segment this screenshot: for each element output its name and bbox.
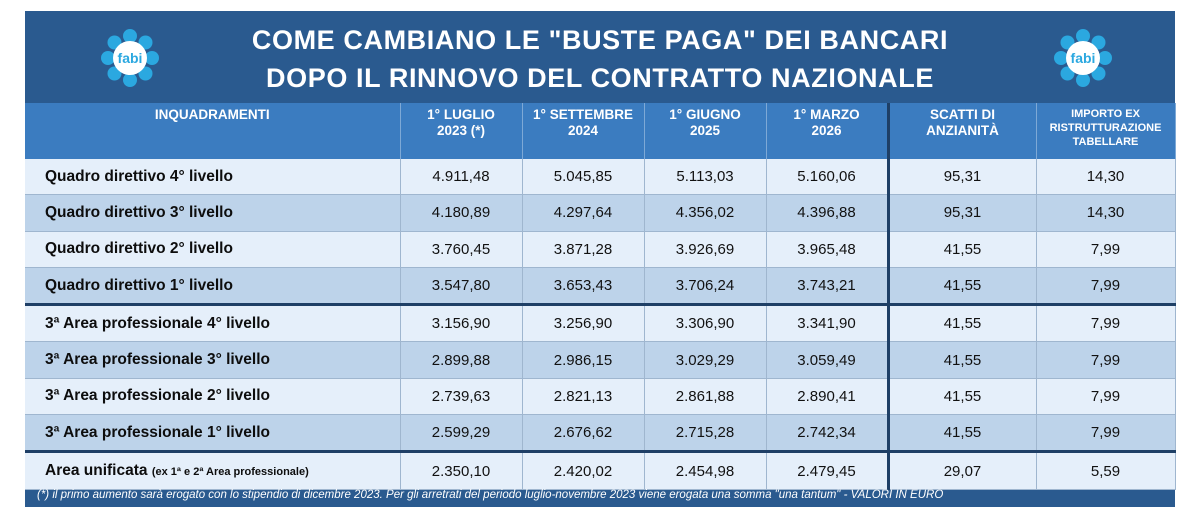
cell-importo: 7,99 <box>1036 305 1175 342</box>
cell-marzo-2026: 2.742,34 <box>766 415 888 452</box>
table-row <box>25 378 1175 414</box>
col-header-marzo-2026: 1° MARZO 2026 <box>766 103 888 159</box>
table-row <box>25 415 1175 452</box>
row-label-main: Area unificata <box>45 462 148 480</box>
cell-giugno-2025: 4.356,02 <box>644 195 766 231</box>
salary-table-wrapper <box>25 103 1175 490</box>
table-row <box>25 267 1175 304</box>
cell-giugno-2025: 2.454,98 <box>644 452 766 489</box>
fabi-logo-right <box>1053 28 1113 88</box>
title-line-1: COME CAMBIANO LE "BUSTE PAGA" DEI BANCARI <box>251 25 949 55</box>
row-label: 3ª Area professionale 2° livello <box>25 378 400 414</box>
cell-settembre-2024: 2.676,62 <box>522 415 644 452</box>
cell-importo: 7,99 <box>1036 342 1175 378</box>
cell-luglio-2023: 3.156,90 <box>400 305 522 342</box>
table-row <box>25 195 1175 231</box>
cell-giugno-2025: 3.706,24 <box>644 267 766 304</box>
cell-marzo-2026: 3.743,21 <box>766 267 888 304</box>
cell-scatti: 95,31 <box>888 159 1036 195</box>
cell-luglio-2023: 3.547,80 <box>400 267 522 304</box>
cell-marzo-2026: 4.396,88 <box>766 195 888 231</box>
cell-scatti: 41,55 <box>888 378 1036 414</box>
row-label: Quadro direttivo 2° livello <box>25 231 400 267</box>
cell-settembre-2024: 3.653,43 <box>522 267 644 304</box>
table-row <box>25 305 1175 342</box>
cell-scatti: 41,55 <box>888 415 1036 452</box>
cell-giugno-2025: 2.861,88 <box>644 378 766 414</box>
cell-scatti: 41,55 <box>888 342 1036 378</box>
table-row <box>25 452 1175 489</box>
table-row <box>25 159 1175 195</box>
fabi-logo-left <box>100 28 160 88</box>
table-row <box>25 231 1175 267</box>
cell-scatti: 29,07 <box>888 452 1036 489</box>
cell-luglio-2023: 4.180,89 <box>400 195 522 231</box>
cell-settembre-2024: 3.871,28 <box>522 231 644 267</box>
row-label: 3ª Area professionale 4° livello <box>25 305 400 342</box>
cell-importo: 7,99 <box>1036 267 1175 304</box>
cell-scatti: 41,55 <box>888 231 1036 267</box>
row-label: 3ª Area professionale 1° livello <box>25 415 400 452</box>
cell-settembre-2024: 4.297,64 <box>522 195 644 231</box>
cell-marzo-2026: 3.341,90 <box>766 305 888 342</box>
cell-luglio-2023: 2.599,29 <box>400 415 522 452</box>
cell-importo: 14,30 <box>1036 159 1175 195</box>
row-label: Quadro direttivo 4° livello <box>25 159 400 195</box>
cell-luglio-2023: 2.899,88 <box>400 342 522 378</box>
salary-table <box>25 103 1176 490</box>
cell-settembre-2024: 2.420,02 <box>522 452 644 489</box>
cell-importo: 7,99 <box>1036 415 1175 452</box>
cell-giugno-2025: 3.926,69 <box>644 231 766 267</box>
row-label <box>25 452 400 489</box>
col-header-scatti: SCATTI DI ANZIANITÀ <box>888 103 1036 159</box>
cell-marzo-2026: 5.160,06 <box>766 159 888 195</box>
title-line-2: DOPO IL RINNOVO DEL CONTRATTO NAZIONALE <box>266 63 934 93</box>
row-label-note: (ex 1ª e 2ª Area professionale) <box>151 466 309 479</box>
cell-luglio-2023: 3.760,45 <box>400 231 522 267</box>
cell-importo: 5,59 <box>1036 452 1175 489</box>
cell-giugno-2025: 3.306,90 <box>644 305 766 342</box>
cell-giugno-2025: 3.029,29 <box>644 342 766 378</box>
row-label: Quadro direttivo 1° livello <box>25 267 400 304</box>
cell-importo: 14,30 <box>1036 195 1175 231</box>
table-header-row <box>25 103 1175 159</box>
table-row <box>25 342 1175 378</box>
cell-settembre-2024: 5.045,85 <box>522 159 644 195</box>
cell-luglio-2023: 2.350,10 <box>400 452 522 489</box>
cell-scatti: 41,55 <box>888 267 1036 304</box>
row-label: Quadro direttivo 3° livello <box>25 195 400 231</box>
col-header-giugno-2025: 1° GIUGNO 2025 <box>644 103 766 159</box>
cell-giugno-2025: 2.715,28 <box>644 415 766 452</box>
col-header-luglio-2023: 1° LUGLIO 2023 (*) <box>400 103 522 159</box>
logo-text: fabi <box>1070 50 1096 66</box>
cell-luglio-2023: 2.739,63 <box>400 378 522 414</box>
cell-marzo-2026: 2.479,45 <box>766 452 888 489</box>
cell-marzo-2026: 3.965,48 <box>766 231 888 267</box>
col-header-settembre-2024: 1° SETTEMBRE 2024 <box>522 103 644 159</box>
cell-importo: 7,99 <box>1036 231 1175 267</box>
header <box>25 11 1175 103</box>
cell-scatti: 95,31 <box>888 195 1036 231</box>
cell-marzo-2026: 2.890,41 <box>766 378 888 414</box>
col-header-importo: IMPORTO EX RISTRUTTURAZIONE TABELLARE <box>1036 103 1175 159</box>
cell-settembre-2024: 2.821,13 <box>522 378 644 414</box>
infographic-frame <box>25 11 1175 507</box>
cell-luglio-2023: 4.911,48 <box>400 159 522 195</box>
row-label: 3ª Area professionale 3° livello <box>25 342 400 378</box>
footnote: (*) il primo aumento sarà erogato con lo stipendio di dicembre 2023. Per gli arretrati del periodo luglio-novembre 2023 viene erogata una somma "una tantum" - VALORI IN EURO <box>37 489 944 501</box>
cell-giugno-2025: 5.113,03 <box>644 159 766 195</box>
col-header-inquadramenti: INQUADRAMENTI <box>25 103 400 159</box>
cell-scatti: 41,55 <box>888 305 1036 342</box>
cell-settembre-2024: 2.986,15 <box>522 342 644 378</box>
cell-settembre-2024: 3.256,90 <box>522 305 644 342</box>
logo-text: fabi <box>117 50 143 66</box>
cell-marzo-2026: 3.059,49 <box>766 342 888 378</box>
cell-importo: 7,99 <box>1036 378 1175 414</box>
